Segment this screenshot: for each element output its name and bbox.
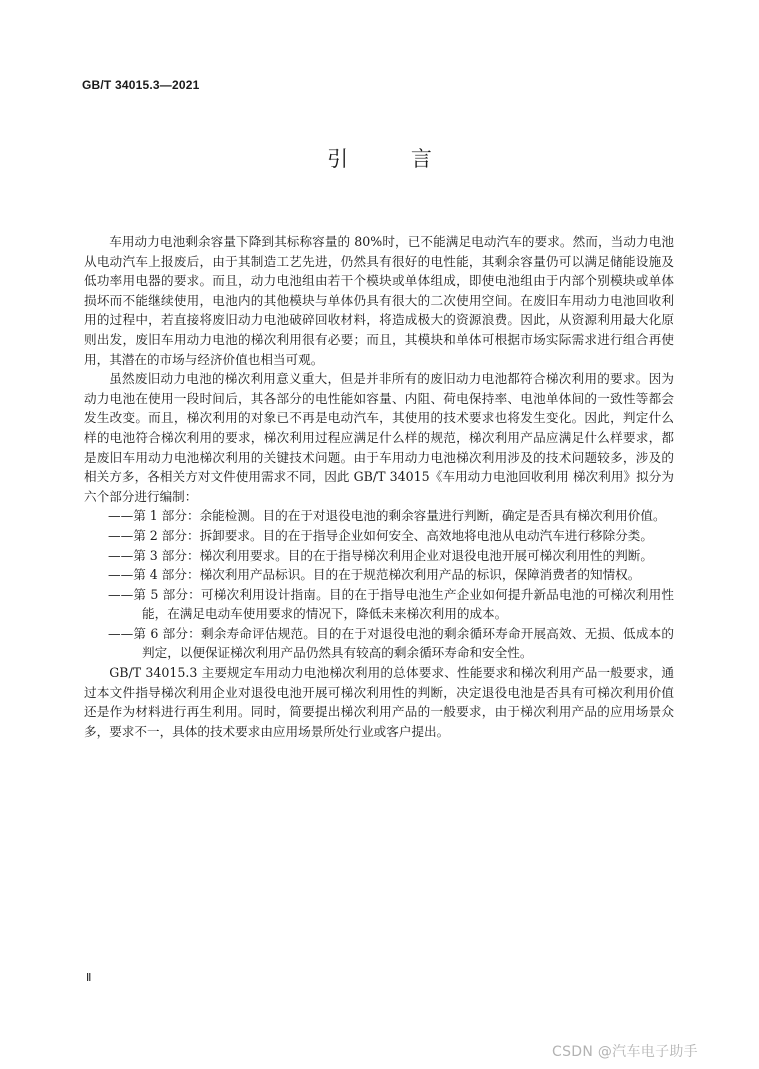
- parts-list-item-3: ——第 3 部分：梯次利用要求。目的在于指导梯次利用企业对退役电池开展可梯次利用性的判断。: [108, 547, 653, 563]
- page-number: Ⅱ: [86, 971, 92, 984]
- parts-list-item-5: ——第 5 部分：可梯次利用设计指南。目的在于指导电池生产企业如何提升新品电池的可梯次利用性能，在满足电动车使用要求的情况下，降低未来梯次利用的成本。: [108, 586, 674, 622]
- intro-paragraph-2: 虽然废旧动力电池的梯次利用意义重大，但是并非所有的废旧动力电池都符合梯次利用的要求。因为动力电池在使用一段时间后，其各部分的电性能如容量、内阻、荷电保持率、电池单体间的一致性等都会发生改变。而且，梯次利用的对象已不再是电动汽车，其使用的技术要求也将发生变化。因此，判定什么样的电池符合梯次利用的要求，梯次利用过程应满足什么样的规范，梯次利用产品应满足什么样要求，都是废旧车用动力电池梯次利用的关键技术问题。由于车用动力电池梯次利用涉及的技术问题较多，涉及的相关方多，各相关方对文件使用需求不同，因此 GB/T 34015《车用动力电池回收利用 梯次利用》拟分为六个部分进行编制：: [84, 371, 674, 504]
- parts-list-item-1: ——第 1 部分：余能检测。目的在于对退役电池的剩余容量进行判断，确定是否具有梯次利用价值。: [108, 508, 666, 524]
- parts-list: [84, 506, 674, 663]
- standard-number: GB/T 34015.3—2021: [82, 78, 200, 92]
- document-body: [84, 232, 674, 741]
- watermark: CSDN @汽车电子助手: [552, 1044, 698, 1060]
- parts-list-item-4: ——第 4 部分：梯次利用产品标识。目的在于规范梯次利用产品的标识，保障消费者的知情权。: [108, 567, 641, 583]
- parts-list-item-2: ——第 2 部分：拆卸要求。目的在于指导企业如何安全、高效地将电池从电动汽车进行移除分类。: [108, 527, 653, 543]
- intro-paragraph-1: 车用动力电池剩余容量下降到其标称容量的 80%时，已不能满足电动汽车的要求。然而，当动力电池从电动汽车上报废后，由于其制造工艺先进，仍然具有很好的电性能，其剩余容量仍可以满足储能设施及低功率用电器的要求。而且，动力电池组由若干个模块或单体组成，即使电池组由于内部个别模块或单体损坏而不能继续使用，电池内的其他模块与单体仍具有很大的二次使用空间。在废旧车用动力电池回收利用的过程中，若直接将废旧动力电池破碎回收材料，将造成极大的资源浪费。因此，从资源利用最大化原则出发，废旧车用动力电池的梯次利用很有必要；而且，其模块和单体可根据市场实际需求进行组合再使用，其潜在的市场与经济价值也相当可观。: [84, 234, 674, 367]
- parts-list-item-6: ——第 6 部分：剩余寿命评估规范。目的在于对退役电池的剩余循环寿命开展高效、无损、低成本的判定，以便保证梯次利用产品仍然具有较高的剩余循环寿命和安全性。: [108, 625, 674, 661]
- closing-paragraph: GB/T 34015.3 主要规定车用动力电池梯次利用的总体要求、性能要求和梯次利用产品一般要求，通过本文件指导梯次利用企业对退役电池开展可梯次利用性的判断，决定退役电池是否具有可梯次利用价值还是作为材料进行再生利用。同时，简要提出梯次利用产品的一般要求，由于梯次利用产品的应用场景众多，要求不一，具体的技术要求由应用场景所处行业或客户提出。: [84, 665, 674, 739]
- section-title: 引 言: [327, 147, 460, 171]
